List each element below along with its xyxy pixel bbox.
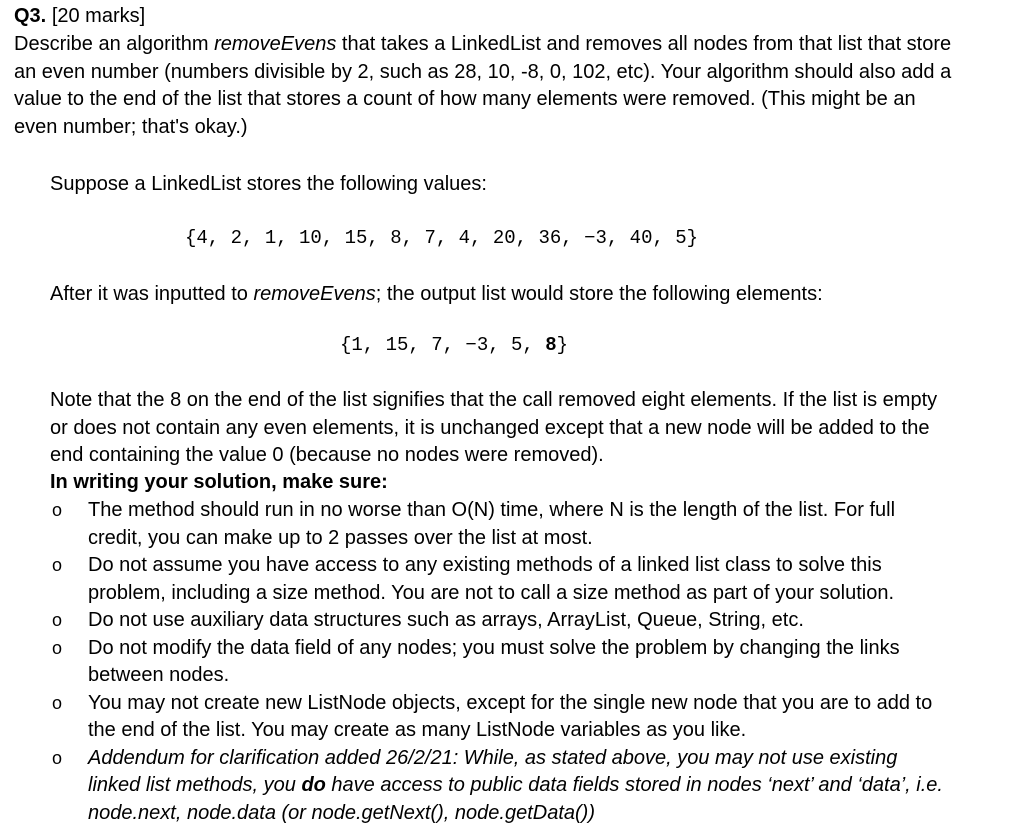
requirement-text: Do not assume you have access to any existing methods of a linked list class to solve this problem, including a size method. You are not to call a size method as part of your solution. (88, 554, 895, 604)
addendum-text-2: have access to public data fields stored in nodes ‘next’ and ‘data’, i.e. node.next, node.data (or node.getNext(), node.getData()) (88, 774, 943, 824)
output-list (340, 332, 568, 360)
addendum-text-1: Addendum for clarification added 26/2/21: While, as stated above, you may not use existing linked list methods, you (88, 746, 898, 796)
addendum-emphasis: do (301, 774, 326, 796)
intro-paragraph (14, 31, 1014, 141)
input-list: {4, 2, 1, 10, 15, 8, 7, 4, 20, 36, −3, 40, 5} (185, 227, 699, 249)
requirement-item (0, 690, 1024, 745)
question-label: Q3. (14, 5, 47, 27)
intro-text-1: Describe an algorithm (14, 33, 215, 55)
note-paragraph: Note that the 8 on the end of the list signifies that the call removed eight elements. If the list is empty or does not contain any even elements, it is unchanged except that a new node will be added to the end containing the value 0 (because no nodes were removed). (50, 389, 938, 466)
requirement-item (0, 552, 1024, 607)
requirement-item (0, 607, 1024, 635)
addendum-item (0, 745, 1024, 828)
question-marks: [20 marks] (51, 5, 146, 27)
requirement-text: The method should run in no worse than O(N) time, where N is the length of the list. For full credit, you can make up to 2 passes over the list at most. (88, 499, 896, 549)
requirement-text: You may not create new ListNode objects, except for the single new node that you are to add to the end of the list. You may create as many ListNode variables as you like. (88, 691, 933, 741)
requirements-heading: In writing your solution, make sure: (50, 471, 388, 493)
requirement-item (0, 497, 1024, 552)
after-function-name: removeEvens (253, 283, 376, 305)
bullet-marker: o (52, 637, 63, 658)
addendum-text (88, 747, 943, 824)
bullet-marker: o (52, 747, 63, 768)
output-list-close: } (556, 334, 569, 356)
intro-text-2: that takes a LinkedList and removes all nodes from that list that store an even number (numbers divisible by 2, such as 28, 10, -8, 0, 102, etc). Your algorithm should also add a value to the end of the list that stores a count of how many elements were removed. (This might be an even number; that's okay.) (14, 33, 952, 138)
bullet-marker: o (52, 692, 63, 713)
output-list-count: 8 (545, 334, 557, 356)
requirement-text: Do not modify the data field of any nodes; you must solve the problem by changing the links between nodes. (88, 636, 900, 686)
bullet-marker: o (52, 610, 63, 630)
bullet-marker: o (52, 555, 63, 575)
bullet-marker: o (52, 500, 63, 520)
requirement-item (0, 635, 1024, 690)
after-text-2: ; the output list would store the following elements: (375, 283, 823, 305)
suppose-text: Suppose a LinkedList stores the following values: (50, 173, 487, 195)
after-text (50, 281, 823, 309)
requirements-list (0, 497, 1024, 827)
function-name: removeEvens (214, 33, 337, 55)
question-header (14, 3, 145, 31)
after-text-1: After it was inputted to (50, 283, 254, 305)
requirement-text: Do not use auxiliary data structures such as arrays, ArrayList, Queue, String, etc. (88, 609, 804, 631)
output-list-values: {1, 15, 7, −3, 5, (340, 334, 546, 356)
